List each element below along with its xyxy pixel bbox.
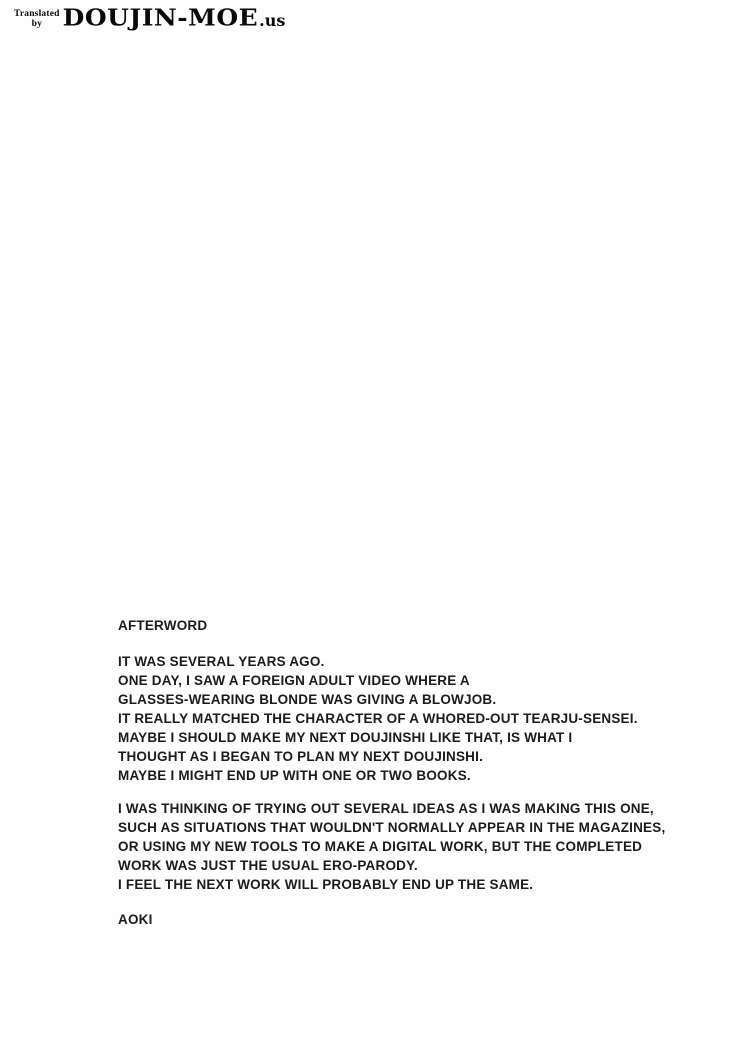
site-tld: .us — [259, 11, 286, 30]
site-name: DOUJIN-MOE — [62, 3, 259, 32]
paragraph1-line: GLASSES-WEARING BLONDE WAS GIVING A BLOWJOB. — [118, 692, 497, 707]
afterword-paragraph-1 — [118, 652, 678, 785]
paragraph1-line: MAYBE I MIGHT END UP WITH ONE OR TWO BOOKS. — [118, 768, 471, 783]
paragraph1-line: IT REALLY MATCHED THE CHARACTER OF A WHORED-OUT TEARJU-SENSEI. — [118, 711, 638, 726]
author-signature: AOKI — [118, 912, 153, 927]
paragraph1-line: THOUGHT AS I BEGAN TO PLAN MY NEXT DOUJINSHI. — [118, 749, 484, 764]
paragraph1-line: IT WAS SEVERAL YEARS AGO. — [118, 654, 325, 669]
paragraph2-line: SUCH AS SITUATIONS THAT WOULDN'T NORMALLY APPEAR IN THE MAGAZINES, — [118, 820, 666, 835]
paragraph2-line: OR USING MY NEW TOOLS TO MAKE A DIGITAL WORK, BUT THE COMPLETED — [118, 839, 643, 854]
translated-by-label — [14, 9, 60, 29]
paragraph1-line: ONE DAY, I SAW A FOREIGN ADULT VIDEO WHERE A — [118, 673, 470, 688]
afterword-paragraph-2 — [118, 799, 678, 894]
translator-logo — [14, 5, 285, 31]
afterword-title: AFTERWORD — [118, 618, 208, 633]
paragraph2-line: I WAS THINKING OF TRYING OUT SEVERAL IDEAS AS I WAS MAKING THIS ONE, — [118, 801, 654, 816]
paragraph2-line: WORK WAS JUST THE USUAL ERO-PARODY. — [118, 858, 418, 873]
site-logo-text — [63, 5, 286, 31]
paragraph1-line: MAYBE I SHOULD MAKE MY NEXT DOUJINSHI LIKE THAT, IS WHAT I — [118, 730, 573, 745]
translated-by-line1: Translated — [14, 9, 60, 19]
afterword-block — [118, 616, 678, 929]
translated-by-line2: by — [31, 19, 43, 29]
paragraph2-line: I FEEL THE NEXT WORK WILL PROBABLY END UP THE SAME. — [118, 877, 534, 892]
